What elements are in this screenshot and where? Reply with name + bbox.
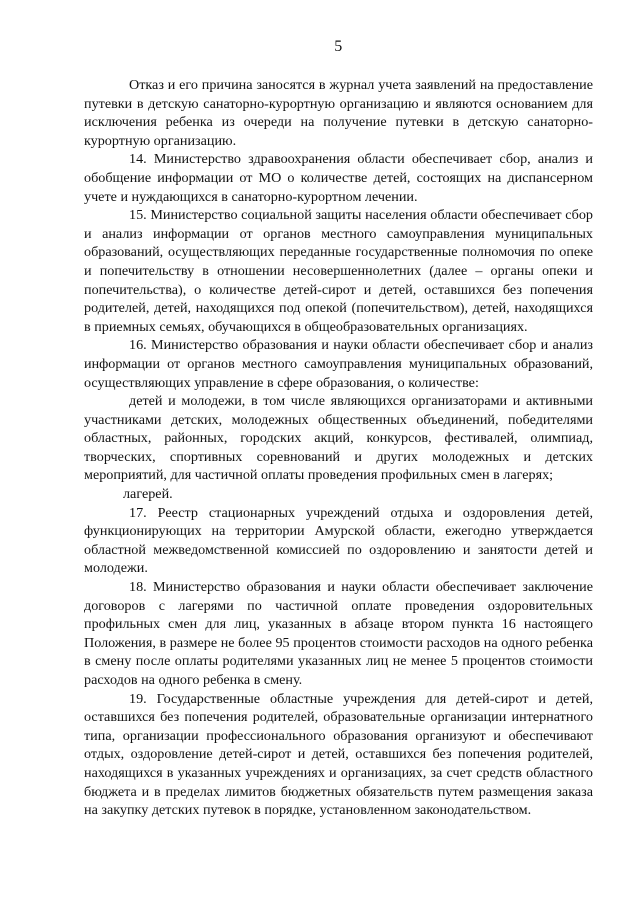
paragraph-item-15: 15. Министерство социальной защиты населения области обеспечивает сбор и анализ информации от органов местного самоуправления муниципальных образований, осуществляющих переданные государственные полномочия по опеке и попечительству в отношении несовершеннолетних (далее – органы опеки и попечительства), о количестве детей-сирот и детей, оставшихся без попечения родителей, детей, находящихся под опекой (попечительством), детей, находящихся в приемных семьях, обучающихся в общеобразовательных организациях. (84, 207, 593, 335)
paragraph-item-16: 16. Министерство образования и науки области обеспечивает сбор и анализ информации от органов местного самоуправления муниципальных образований, осуществляющих управление в сфере образования, о количестве: (84, 337, 593, 391)
paragraph-item-16-children: детей и молодежи, в том числе являющихся организаторами и активными участниками детских, молодежных общественных объединений, победителями областных, районных, городских акций, конкурсов, фестивалей, олимпиад, творческих, спортивных соревнований и других молодежных и детских мероприятий, для частичной оплаты проведения профильных смен в лагерях; (84, 393, 593, 484)
paragraph-refusal: Отказ и его причина заносятся в журнал учета заявлений на предоставление путевки в детскую санаторно-курортную организацию и являются основанием для исключения ребенка из очереди на получение путевки в детскую санаторно-курортную организацию. (84, 77, 593, 149)
paragraph-item-16-camps: лагерей. (123, 486, 173, 503)
paragraph-item-17: 17. Реестр стационарных учреждений отдыха и оздоровления детей, функционирующих на территории Амурской области, ежегодно утверждается областной межведомственной комиссией по оздоровлению и занятости детей и молодежи. (84, 504, 593, 577)
page-number: 5 (334, 38, 343, 55)
paragraph-item-18: 18. Министерство образования и науки области обеспечивает заключение договоров с лагерями по частичной оплате проведения оздоровительных профильных смен для лиц, указанных в абзаце втором пункта 16 настоящего Положения, в размере не более 95 процентов стоимости расходов на одного ребенка в смену после оплаты родителями указанных лиц не менее 5 процентов стоимости расходов на одного ребенка в смену. (84, 579, 593, 688)
paragraph-item-19: 19. Государственные областные учреждения для детей-сирот и детей, оставшихся без попечения родителей, образовательные организации интернатного типа, организации профессионального образования организуют и обеспечивают отдых, оздоровление детей-сирот и детей, оставшихся без попечения родителей, находящихся в указанных учреждениях и организациях, за счет средств областного бюджета и в пределах лимитов бюджетных обязательств путем размещения заказа на закупку детских путевок в порядке, установленном законодательством. (84, 690, 593, 819)
paragraph-item-14: 14. Министерство здравоохранения области обеспечивает сбор, анализ и обобщение информации от МО о количестве детей, состоящих на диспансерном учете и нуждающихся в санаторно-курортном лечении. (84, 151, 593, 205)
document-body (84, 76, 593, 820)
